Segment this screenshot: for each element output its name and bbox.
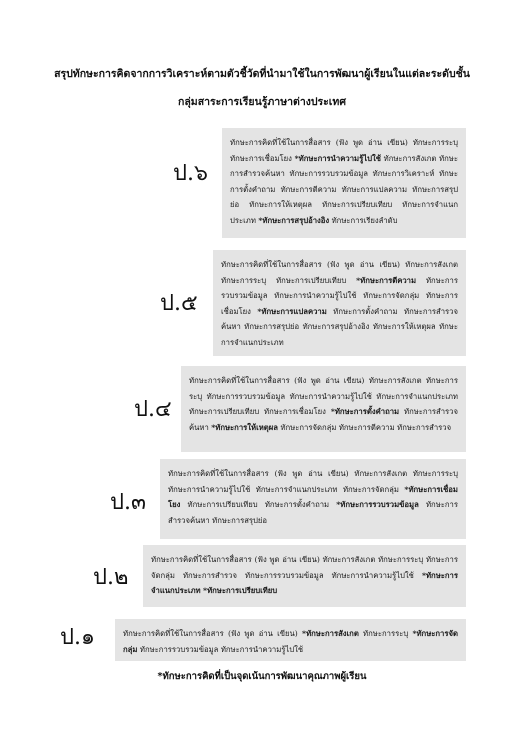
emphasis-skill: *ทักษะการตั้งคำถาม <box>330 407 400 416</box>
skills-text <box>221 260 458 347</box>
skill-text: ทักษะการเรียงลำดับ <box>329 215 398 225</box>
grade-label: ป.๓ <box>110 490 146 515</box>
skills-text <box>151 555 458 595</box>
skills-text <box>230 138 458 225</box>
document-title: สรุปทักษะการคิดจากการวิเคราะห์ตามตัวชี้วัดที่นำมาใช้ในการพัฒนาผู้เรียนในแต่ละระดับชั้น <box>54 68 470 80</box>
grade-label: ป.๕ <box>160 291 198 316</box>
skill-text: ทักษะการรวบรวมข้อมูล ทักษะการนำความรู้ไปใช้ <box>137 644 304 654</box>
skill-text: ทักษะการคิดที่ใช้ในการสื่อสาร (ฟัง พูด อ่าน เขียน) ทักษะการระบุ ทักษะการเชื่อมโยง <box>230 138 458 163</box>
emphasis-skill: *ทักษะการจำแนกประเภท <box>151 570 458 595</box>
skill-text: ทักษะการสำรวจค้นหา <box>189 407 458 432</box>
skills-box <box>143 545 466 607</box>
skills-text <box>123 629 458 654</box>
skills-box <box>181 366 466 452</box>
skill-text: ทักษะการคิดที่ใช้ในการสื่อสาร (ฟัง พูด อ่าน เขียน) ทักษะการสังเกต ทักษะการระบุ ทักษะการรวบรวมข้อมูล ทักษะการนำความรู้ไปใช้ ทักษะการจำแนกประเภท ทักษะการเปรียบเทียบ ทักษะการเชื่อมโยง <box>189 376 458 416</box>
skill-text: ทักษะการคิดที่ใช้ในการสื่อสาร (ฟัง พูด อ่าน เขียน) ทักษะการสังเกต ทักษะการระบุ ทักษะการจัดกลุ่ม ทักษะการสำรวจ ทักษะการรวบรวมข้อมูล ทักษะการนำความรู้ไปใช้ <box>151 555 458 580</box>
footnote: *ทักษะการคิดที่เป็นจุดเน้นการพัฒนาคุณภาพผู้เรียน <box>157 671 367 682</box>
skill-text: ทักษะการคิดที่ใช้ในการสื่อสาร (ฟัง พูด อ่าน เขียน) ทักษะการสังเกต ทักษะการระบุ ทักษะการเปรียบเทียบ <box>221 260 458 285</box>
document-subtitle: กลุ่มสาระการเรียนรู้ภาษาต่างประเทศ <box>178 96 346 108</box>
emphasis-skill: *ทักษะการเชื่อมโยง <box>168 484 458 509</box>
skill-text: ทักษะการรวบรวมข้อมูล ทักษะการนำความรู้ไปใช้ ทักษะการจัดกลุ่ม ทักษะการเชื่อมโยง <box>221 275 458 316</box>
grade-label: ป.๖ <box>173 161 208 186</box>
grade-label: ป.๒ <box>93 565 129 590</box>
skills-box <box>160 459 466 539</box>
emphasis-skill: *ทักษะการให้เหตุผล <box>211 422 278 432</box>
emphasis-skill: *ทักษะการรวบรวมข้อมูล <box>336 500 419 509</box>
skills-box <box>115 619 466 661</box>
emphasis-skill: *ทักษะการจัดกลุ่ม <box>123 629 458 654</box>
emphasis-skill: *ทักษะการสังเกต <box>302 629 359 638</box>
skills-box <box>222 128 466 238</box>
grade-label: ป.๔ <box>134 397 172 422</box>
skill-text: ทักษะการคิดที่ใช้ในการสื่อสาร (ฟัง พูด อ่าน เขียน) ทักษะการสังเกต ทักษะการระบุ ทักษะการนำความรู้ไปใช้ ทักษะการจำแนกประเภท ทักษะการจัดกลุ่ม <box>168 469 458 494</box>
emphasis-skill: *ทักษะการตีความ <box>356 275 417 285</box>
emphasis-skill: *ทักษะการสรุปอ้างอิง <box>258 215 330 225</box>
grade-label: ป.๑ <box>60 625 95 650</box>
skill-text: ทักษะการระบุ <box>358 629 413 638</box>
skill-text: ทักษะการเปรียบเทียบ ทักษะการตั้งคำถาม <box>180 500 337 509</box>
skill-text: ทักษะการจัดกลุ่ม ทักษะการตีความ ทักษะการสำรวจ <box>278 422 452 432</box>
skill-text: ทักษะการสังเกต ทักษะการสำรวจค้นหา ทักษะการรวบรวมข้อมูล ทักษะการวิเคราะห์ ทักษะการตั้งคำถาม ทักษะการตีความ ทักษะการแปลความ ทักษะการสรุปย่อ ทักษะการให้เหตุผล ทักษะการเปรียบเทียบ ทักษะการจำแนกประเภท <box>230 153 458 225</box>
emphasis-skill: *ทักษะการนำความรู้ไปใช้ <box>294 153 381 163</box>
emphasis-skill: *ทักษะการเปรียบเทียบ <box>203 586 278 595</box>
skills-text <box>168 469 458 525</box>
skills-box <box>213 250 466 356</box>
skill-text: ทักษะการคิดที่ใช้ในการสื่อสาร (ฟัง พูด อ่าน เขียน) <box>123 629 303 638</box>
skill-text: ทักษะการสำรวจค้นหา ทักษะการสรุปย่อ <box>168 500 458 525</box>
emphasis-skill: *ทักษะการแปลความ <box>257 306 327 316</box>
skill-text: ทักษะการตั้งคำถาม ทักษะการสำรวจค้นหา ทักษะการสรุปย่อ ทักษะการสรุปอ้างอิง ทักษะการให้เหตุผล ทักษะการจำแนกประเภท <box>221 306 458 347</box>
skills-text <box>189 376 458 432</box>
